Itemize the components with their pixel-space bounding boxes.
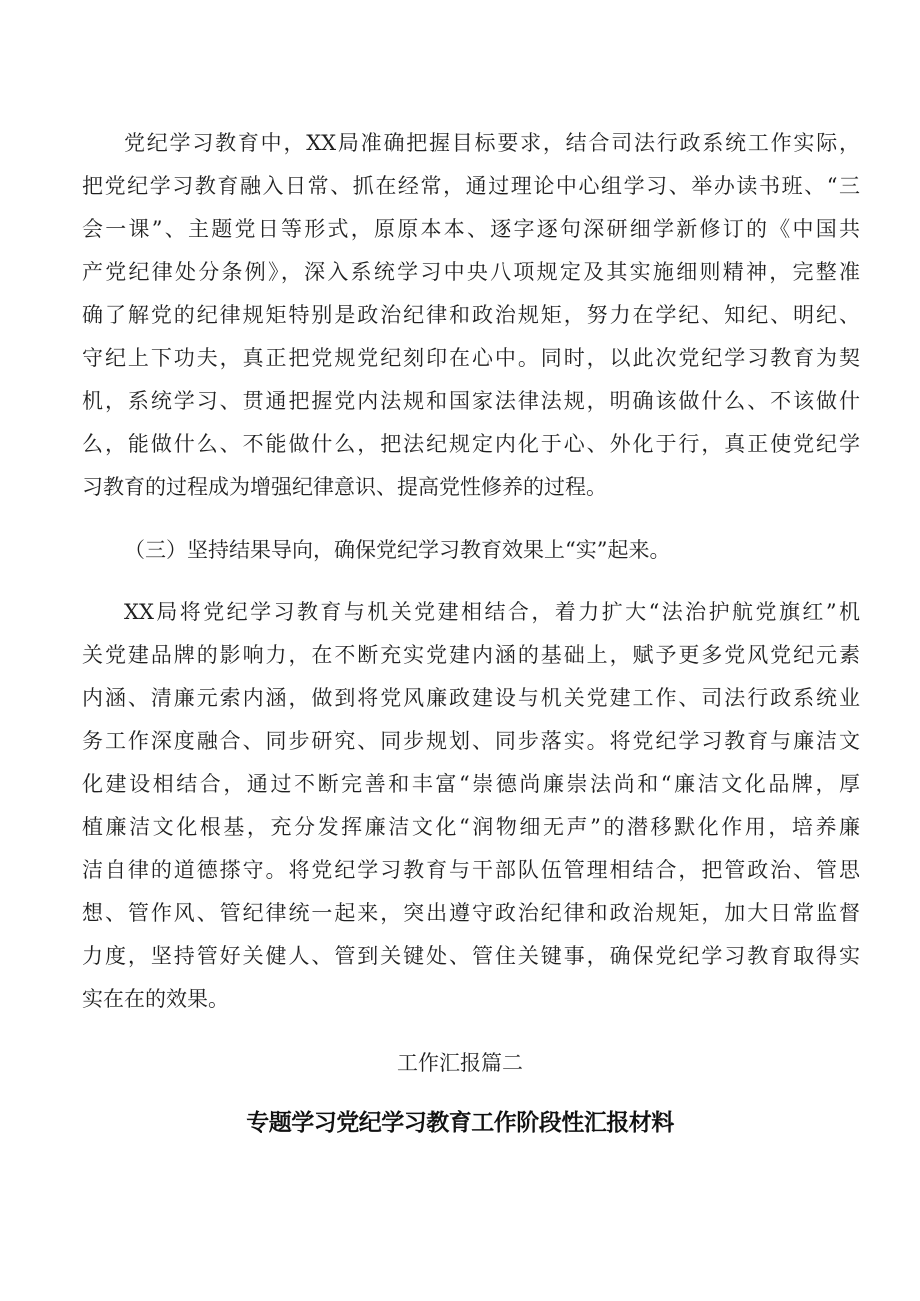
paragraph-1-line-3: 会一课”、主题党日等形式，原原本本、逐字逐句深研细学新修订的《中国共 [82, 217, 860, 241]
paragraph-1-line-2: 把党纪学习教育融入日常、抓在经常，通过理论中心组学习、举办读书班、“三 [82, 174, 860, 198]
document-title: 专题学习党纪学习教育工作阶段性汇报材料 [246, 1110, 674, 1136]
paragraph-2-line-1: XX局将党纪学习教育与机关党建相结合，着力扩大“法治护航党旗红”机 [124, 600, 860, 624]
paragraph-2-line-7: 洁自律的道德搽守。将党纪学习教育与干部队伍管理相结合，把管政治、管思 [82, 858, 860, 882]
paragraph-2-line-8: 想、管作风、管纪律统一起来，突出遵守政治纪律和政治规矩，加大日常监督 [82, 901, 860, 925]
paragraph-1-line-8: 么，能做什么、不能做什么，把法纪规定内化于心、外化于行，真正使党纪学 [82, 432, 860, 456]
section-heading-3: （三）坚持结果导向，确保党纪学习教育效果上“实”起来。 [124, 538, 671, 562]
paragraph-2-line-6: 植廉洁文化根基，充分发挥廉洁文化“润物细无声”的潜移默化作用，培养廉 [82, 815, 860, 839]
paragraph-1-line-4: 产党纪律处分条例》，深入系统学习中央八项规定及其实施细则精神，完整准 [82, 260, 860, 284]
paragraph-2-line-10: 实在在的效果。 [82, 987, 229, 1011]
section-label: 工作汇报篇二 [397, 1051, 523, 1075]
paragraph-2-line-3: 内涵、清廉元索内涵，做到将党风廉政建设与机关党建工作、司法行政系统业 [82, 686, 860, 710]
paragraph-2-line-9: 力度，坚持管好关健人、管到关键处、管住关键事，确保党纪学习教育取得实 [82, 944, 860, 968]
paragraph-1-line-5: 确了解党的纪律规矩特别是政治纪律和政治规矩，努力在学纪、知纪、明纪、 [82, 303, 860, 327]
paragraph-1-line-9: 习教育的过程成为增强纪律意识、提高党性修养的过程。 [82, 475, 607, 499]
paragraph-2-line-2: 关党建品牌的影响力，在不断充实党建内涵的基础上，赋予更多党风党纪元素 [82, 643, 860, 667]
paragraph-2-line-5: 化建设相结合，通过不断完善和丰富“崇德尚廉崇法尚和“廉洁文化品牌，厚 [82, 772, 860, 796]
paragraph-1-line-1: 党纪学习教育中，XX局准确把握目标要求，结合司法行政系统工作实际， [124, 131, 860, 155]
paragraph-1-line-7: 机，系统学习、贯通把握党内法规和国家法律法规，明确该做什么、不该做什 [82, 389, 860, 413]
paragraph-1-line-6: 守纪上下功夫，真正把党规党纪刻印在心中。同时，以此次党纪学习教育为契 [82, 346, 860, 370]
paragraph-2-line-4: 务工作深度融合、同步研究、同步规划、同步落实。将党纪学习教育与廉洁文 [82, 729, 860, 753]
